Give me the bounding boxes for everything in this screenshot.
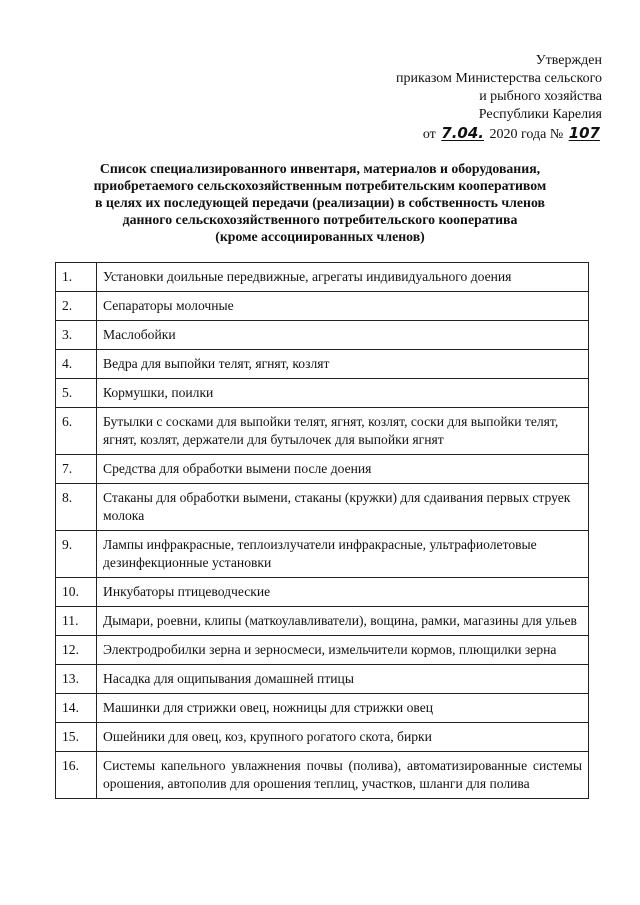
title-line: приобретаемого сельскохозяйственным потребительским кооперативом: [93, 178, 547, 193]
item-text: Электродробилки зерна и зерносмеси, измельчители кормов, плющилки зерна: [97, 636, 589, 665]
item-text: Средства для обработки вымени после доения: [97, 455, 589, 484]
item-number: 8.: [56, 484, 97, 531]
table-row: [56, 665, 589, 694]
table-row: [56, 694, 589, 723]
item-text: Системы капельного увлажнения почвы (полива), автоматизированные системы орошения, автополив для орошения теплиц, участков, шланги для полива: [97, 752, 589, 799]
title-line: (кроме ассоциированных членов): [215, 229, 425, 244]
item-text: Ведра для выпойки телят, ягнят, козлят: [97, 350, 589, 379]
item-text: Сепараторы молочные: [97, 292, 589, 321]
approval-block: [396, 52, 602, 144]
item-number: 4.: [56, 350, 97, 379]
item-text: Ошейники для овец, коз, крупного рогатого скота, бирки: [97, 723, 589, 752]
table-row: [56, 531, 589, 578]
item-number: 16.: [56, 752, 97, 799]
table-row: [56, 752, 589, 799]
item-text: Насадка для ощипывания домашней птицы: [97, 665, 589, 694]
item-text: Бутылки с сосками для выпойки телят, ягнят, козлят, соски для выпойки телят, ягнят, козлят, держатели для бутылочек для выпойки ягнят: [97, 408, 589, 455]
approval-date-line: [396, 124, 602, 144]
item-number: 10.: [56, 578, 97, 607]
items-table: [55, 262, 589, 799]
table-row: [56, 455, 589, 484]
title-line: данного сельскохозяйственного потребительского кооператива: [122, 212, 518, 227]
item-text: Дымари, роевни, клипы (маткоулавливатели), вощина, рамки, магазины для ульев: [97, 607, 589, 636]
item-text: Кормушки, поилки: [97, 379, 589, 408]
item-text: Установки доильные передвижные, агрегаты индивидуального доения: [97, 263, 589, 292]
item-number: 13.: [56, 665, 97, 694]
table-row: [56, 379, 589, 408]
table-row: [56, 636, 589, 665]
item-number: 6.: [56, 408, 97, 455]
table-row: [56, 484, 589, 531]
table-row: [56, 578, 589, 607]
item-number: 3.: [56, 321, 97, 350]
table-row: [56, 723, 589, 752]
approval-line: Утвержден: [535, 53, 602, 68]
table-row: [56, 350, 589, 379]
item-number: 5.: [56, 379, 97, 408]
item-text: Лампы инфракрасные, теплоизлучатели инфракрасные, ультрафиолетовые дезинфекционные установки: [97, 531, 589, 578]
item-text: Инкубаторы птицеводческие: [97, 578, 589, 607]
table-row: [56, 263, 589, 292]
document-title: [50, 160, 590, 245]
date-prefix: от: [422, 127, 436, 142]
handwritten-date: 7.04.: [441, 124, 484, 142]
handwritten-number: 107: [568, 124, 600, 142]
item-number: 2.: [56, 292, 97, 321]
table-row: [56, 408, 589, 455]
item-number: 11.: [56, 607, 97, 636]
approval-line: приказом Министерства сельского: [396, 71, 602, 86]
item-text: Маслобойки: [97, 321, 589, 350]
approval-line: Республики Карелия: [478, 107, 602, 122]
item-number: 1.: [56, 263, 97, 292]
table-row: [56, 321, 589, 350]
item-text: Машинки для стрижки овец, ножницы для стрижки овец: [97, 694, 589, 723]
item-number: 7.: [56, 455, 97, 484]
item-number: 12.: [56, 636, 97, 665]
title-line: в целях их последующей передачи (реализации) в собственность членов: [94, 195, 546, 210]
title-line: Список специализированного инвентаря, материалов и оборудования,: [99, 161, 541, 176]
item-number: 15.: [56, 723, 97, 752]
item-number: 14.: [56, 694, 97, 723]
item-number: 9.: [56, 531, 97, 578]
date-year: 2020 года №: [489, 127, 564, 142]
approval-line: и рыбного хозяйства: [479, 89, 602, 104]
table-row: [56, 292, 589, 321]
table-row: [56, 607, 589, 636]
item-text: Стаканы для обработки вымени, стаканы (кружки) для сдаивания первых струек молока: [97, 484, 589, 531]
